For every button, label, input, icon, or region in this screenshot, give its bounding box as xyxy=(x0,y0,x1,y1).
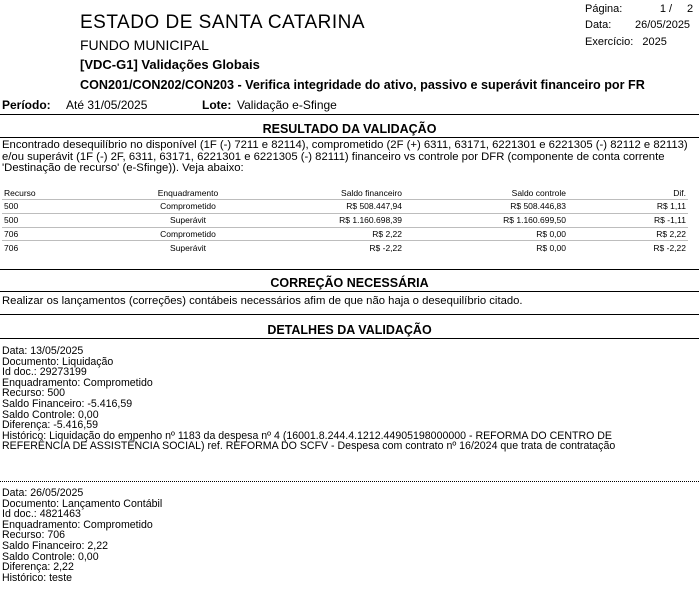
detail-id-doc: Id doc.: 29273199 xyxy=(2,366,87,379)
cell-enquadramento: Superávit xyxy=(116,241,260,254)
cell-saldo-financeiro: R$ 508.447,94 xyxy=(260,200,404,214)
result-section-title: RESULTADO DA VALIDAÇÃO xyxy=(262,122,437,136)
cell-saldo-controle: R$ 0,00 xyxy=(404,241,568,254)
table-row xyxy=(2,227,688,241)
cell-recurso: 706 xyxy=(2,241,116,254)
table-row xyxy=(2,200,688,214)
column-header-saldo-financeiro: Saldo financeiro xyxy=(341,187,402,198)
result-description-line: Encontrado desequilíbrio no disponível (1F (-) 7211 e 82114), comprometido (2F (+) 6311, 63171, 6221301 e 6221305 (-) 82112 e 82113) xyxy=(2,139,688,151)
exercise-value: 2025 xyxy=(642,36,667,48)
result-table xyxy=(2,186,688,254)
cell-saldo-controle: R$ 1.160.699,50 xyxy=(404,213,568,227)
cell-saldo-financeiro: R$ 1.160.698,39 xyxy=(260,213,404,227)
report-state-title: ESTADO DE SANTA CATARINA xyxy=(80,12,366,33)
result-table-header xyxy=(2,186,688,200)
exercise-info xyxy=(585,36,667,48)
divider xyxy=(0,269,699,270)
page-total: 2 xyxy=(687,3,694,15)
lot-value: Validação e-Sfinge xyxy=(237,98,337,112)
detail-diferenca: Diferença: 2,22 xyxy=(2,561,74,574)
detail-saldo-controle: Saldo Controle: 0,00 xyxy=(2,408,99,421)
detail-historico: Histórico: Liquidação do empenho nº 1183 da despesa nº 4 (16001.8.244.4.1212.44905198000000 - REFORMA DO CENTRO DE xyxy=(2,429,612,442)
date-info xyxy=(585,19,690,31)
page-info xyxy=(585,3,693,15)
cell-dif: R$ -2,22 xyxy=(568,241,688,254)
detail-historico: Histórico: teste xyxy=(2,571,73,584)
date-value: 26/05/2025 xyxy=(635,19,691,31)
page-value: 1 / xyxy=(659,3,673,15)
period-label: Período: xyxy=(2,98,51,112)
detail-enquadramento: Enquadramento: Comprometido xyxy=(2,518,153,531)
divider xyxy=(0,338,699,339)
page-label: Página: xyxy=(585,3,623,15)
divider xyxy=(0,291,699,292)
cell-dif: R$ 2,22 xyxy=(568,227,688,241)
detail-recurso: Recurso: 500 xyxy=(2,387,66,400)
cell-recurso: 500 xyxy=(2,200,116,214)
detail-date: Data: 13/05/2025 xyxy=(2,345,84,357)
cell-dif: R$ -1,11 xyxy=(568,213,688,227)
validation-group: [VDC-G1] Validações Globais xyxy=(80,57,260,72)
validation-title: CON201/CON202/CON203 - Verifica integridade do ativo, passivo e superávit financeiro por FR xyxy=(80,78,645,92)
detail-entry xyxy=(2,488,162,583)
period-value: Até 31/05/2025 xyxy=(66,98,148,112)
column-header-dif: Dif. xyxy=(673,187,686,198)
result-description-line: e/ou superávit (1F (-) 2F, 6311, 63171, 6221301 e 6221305 (-) 82111) financeiro vs controle por DFR (componente de conta corrente xyxy=(2,150,665,163)
detail-enquadramento: Enquadramento: Comprometido xyxy=(2,376,153,389)
report-entity-name: FUNDO MUNICIPAL xyxy=(80,37,209,53)
cell-enquadramento: Comprometido xyxy=(116,200,260,214)
cell-enquadramento: Comprometido xyxy=(116,227,260,241)
divider xyxy=(0,137,699,138)
detail-historico-continued: REFERÊNCIA DE ASSISTÊNCIA SOCIAL) ref. REFORMA DO SCFV - Despesa com contrato nº 16/2024 que trata de contratação xyxy=(2,440,616,453)
cell-enquadramento: Superávit xyxy=(116,213,260,227)
cell-recurso: 500 xyxy=(2,213,116,227)
correction-section-title: CORREÇÃO NECESSÁRIA xyxy=(270,276,429,290)
cell-saldo-financeiro: R$ -2,22 xyxy=(260,241,404,254)
cell-recurso: 706 xyxy=(2,227,116,241)
correction-text: Realizar os lançamentos (correções) contábeis necessários afim de que não haja o desequilíbrio citado. xyxy=(2,295,523,307)
table-row xyxy=(2,213,688,227)
detail-saldo-controle: Saldo Controle: 0,00 xyxy=(2,550,99,563)
detail-document: Documento: Lançamento Contábil xyxy=(2,497,163,510)
detail-diferenca: Diferença: -5.416,59 xyxy=(2,419,98,432)
detail-document: Documento: Liquidação xyxy=(2,355,114,368)
details-section-title: DETALHES DA VALIDAÇÃO xyxy=(267,323,432,337)
result-description-line: 'Destinação de recurso' (e-Sfinge)). Veja abaixo: xyxy=(2,162,244,174)
period-row xyxy=(2,98,337,112)
lot-label: Lote: xyxy=(202,98,232,112)
cell-dif: R$ 1,11 xyxy=(568,200,688,214)
detail-saldo-financeiro: Saldo Financeiro: 2,22 xyxy=(2,539,109,552)
detail-entry xyxy=(2,346,615,452)
entry-separator xyxy=(0,481,699,482)
divider xyxy=(0,314,699,315)
divider xyxy=(0,114,699,115)
detail-recurso: Recurso: 706 xyxy=(2,529,66,542)
column-header-recurso: Recurso xyxy=(4,187,36,198)
cell-saldo-financeiro: R$ 2,22 xyxy=(260,227,404,241)
detail-date: Data: 26/05/2025 xyxy=(2,487,84,499)
table-row xyxy=(2,241,688,254)
date-label: Data: xyxy=(585,19,612,31)
detail-id-doc: Id doc.: 4821463 xyxy=(2,508,81,521)
column-header-saldo-controle: Saldo controle xyxy=(511,187,566,198)
cell-saldo-controle: R$ 508.446,83 xyxy=(404,200,568,214)
column-header-enquadramento: Enquadramento xyxy=(157,187,219,198)
cell-saldo-controle: R$ 0,00 xyxy=(404,227,568,241)
detail-saldo-financeiro: Saldo Financeiro: -5.416,59 xyxy=(2,397,133,410)
result-description xyxy=(2,140,696,175)
exercise-label: Exercício: xyxy=(585,36,634,48)
